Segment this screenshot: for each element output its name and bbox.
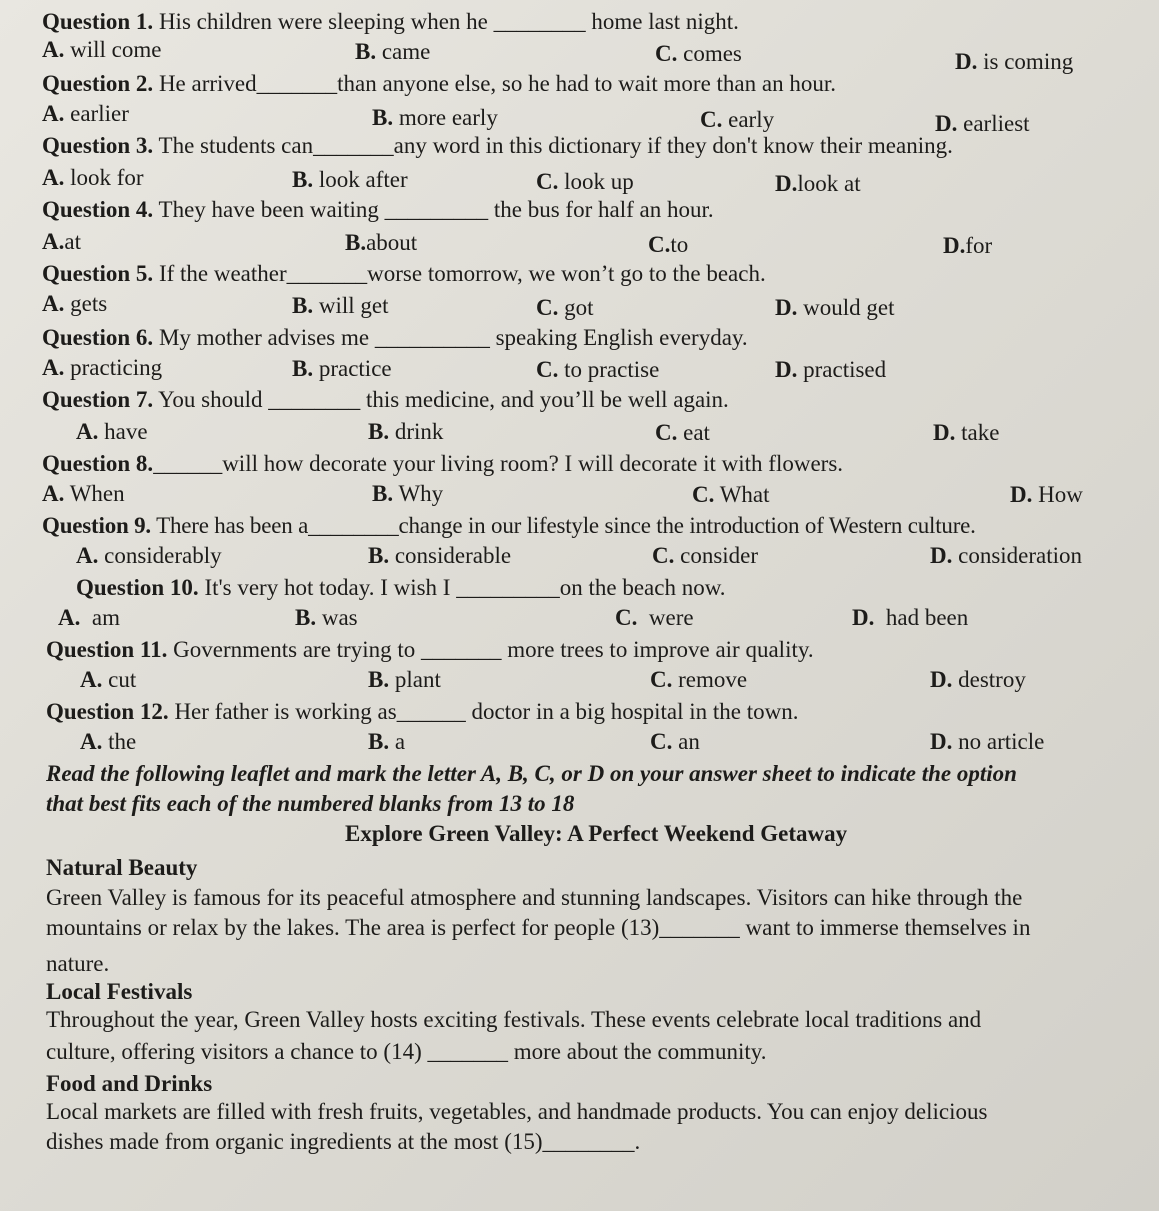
option-letter: B.: [345, 230, 367, 255]
option-letter: C.: [648, 232, 671, 257]
option-letter: C.: [536, 357, 559, 382]
option-letter: D.: [775, 357, 798, 382]
option-text: were: [648, 605, 694, 630]
option-letter: C.: [655, 41, 678, 66]
option-letter: C.: [536, 295, 559, 320]
option-a: [76, 542, 222, 570]
option-d: [775, 356, 886, 384]
option-a: [80, 728, 136, 756]
option-d: [930, 542, 1082, 570]
option-text: comes: [683, 41, 742, 66]
question-text-after: more trees to improve air quality.: [507, 637, 814, 662]
option-letter: A.: [80, 729, 103, 754]
question-text-before: You should: [158, 387, 263, 412]
option-d: [852, 604, 968, 632]
option-d: [933, 419, 999, 447]
question-number: Question 1.: [42, 9, 154, 34]
option-letter: B.: [295, 605, 317, 630]
question-number: Question 6.: [42, 325, 154, 350]
question-12: [46, 698, 799, 726]
question-10: [76, 574, 726, 602]
answer-blank: ________: [268, 387, 361, 412]
option-text: eat: [683, 420, 710, 445]
option-text: cut: [108, 667, 137, 692]
option-text: would get: [803, 295, 895, 320]
question-4: [42, 196, 714, 224]
option-d: [955, 48, 1073, 76]
option-letter: C.: [700, 107, 723, 132]
option-text: plant: [394, 667, 441, 692]
reading-instruction-line-2: that best fits each of the numbered blanks from 13 to 18: [46, 791, 575, 816]
option-letter: A.: [58, 605, 81, 630]
option-letter: B.: [368, 543, 390, 568]
option-b: [292, 292, 388, 320]
option-text: was: [321, 605, 358, 630]
option-d: [930, 728, 1044, 756]
question-text-after: change in our lifestyle since the introduction of Western culture.: [398, 513, 976, 538]
option-text: a: [394, 729, 406, 754]
question-number: Question 2.: [42, 71, 154, 96]
option-d: [943, 232, 992, 260]
option-text: got: [564, 295, 594, 320]
option-b: [368, 728, 405, 756]
option-letter: C.: [615, 605, 638, 630]
option-text: look up: [564, 169, 634, 194]
option-c: [615, 604, 694, 632]
option-text: destroy: [958, 667, 1026, 692]
option-text: remove: [678, 667, 748, 692]
answer-blank: ________: [308, 513, 399, 538]
option-text: When: [69, 481, 125, 506]
question-number: Question 11.: [46, 637, 168, 662]
option-text: no article: [958, 729, 1045, 754]
option-b: [368, 542, 511, 570]
option-b: [372, 104, 498, 132]
option-text: have: [104, 419, 148, 444]
paragraph-line: Green Valley is famous for its peaceful atmosphere and stunning landscapes. Visitors can hike through the: [46, 885, 1023, 910]
option-b: [292, 166, 408, 194]
question-text-before: His children were sleeping when he: [158, 9, 488, 34]
option-a: [42, 354, 162, 382]
question-number: Question 7.: [42, 387, 154, 412]
option-a: [42, 228, 81, 256]
option-letter: D.: [775, 171, 798, 196]
question-number: Question 3.: [42, 133, 154, 158]
question-text-after: home last night.: [591, 9, 739, 34]
option-text: more early: [398, 105, 498, 130]
option-c: [652, 542, 758, 570]
option-text: an: [678, 729, 700, 754]
question-text-after: the bus for half an hour.: [493, 197, 714, 222]
paragraph-line: mountains or relax by the lakes. The area is perfect for people (13)_______ want to immerse themselves in: [46, 915, 1031, 940]
option-d: [1010, 481, 1083, 509]
option-letter: C.: [652, 543, 675, 568]
option-letter: A.: [42, 229, 65, 254]
option-text: How: [1038, 482, 1083, 507]
answer-blank: _______: [421, 637, 502, 662]
option-letter: D.: [930, 729, 953, 754]
option-letter: A.: [80, 667, 103, 692]
option-letter: C.: [692, 482, 715, 507]
option-a: [80, 666, 136, 694]
option-letter: B.: [372, 105, 394, 130]
option-text: will come: [70, 37, 162, 62]
option-letter: D.: [852, 605, 875, 630]
option-d: [775, 170, 861, 198]
option-text: earlier: [70, 101, 129, 126]
option-text: considerably: [104, 543, 222, 568]
section-heading-food-and-drinks: Food and Drinks: [46, 1071, 213, 1096]
question-text-before: He arrived: [158, 71, 257, 96]
question-text-after: doctor in a big hospital in the town.: [471, 699, 799, 724]
option-letter: B.: [292, 167, 314, 192]
option-a: [42, 164, 144, 192]
leaflet-title: Explore Green Valley: A Perfect Weekend Getaway: [345, 821, 848, 846]
question-text-before: The students can: [158, 133, 314, 158]
option-text: earliest: [963, 111, 1030, 136]
question-number: Question 5.: [42, 261, 154, 286]
option-text: drink: [394, 419, 444, 444]
option-d: [930, 666, 1026, 694]
paragraph-line: dishes made from organic ingredients at the most (15)________.: [46, 1129, 641, 1154]
option-letter: A.: [42, 481, 65, 506]
option-letter: D.: [775, 295, 798, 320]
reading-instruction-line-1: Read the following leaflet and mark the letter A, B, C, or D on your answer sheet to indicate the option: [46, 761, 1017, 786]
option-text: came: [381, 39, 431, 64]
option-a: [42, 36, 161, 64]
option-letter: B.: [368, 729, 390, 754]
question-text-after: will how decorate your living room? I will decorate it with flowers.: [222, 451, 844, 476]
paragraph-line: Local markets are filled with fresh fruits, vegetables, and handmade products. You can enjoy delicious: [46, 1099, 988, 1124]
option-letter: A.: [42, 101, 65, 126]
question-5: [42, 260, 766, 288]
option-text: look for: [70, 165, 144, 190]
question-9: [42, 512, 976, 540]
paragraph-line: nature.: [46, 951, 110, 976]
section-heading-local-festivals: Local Festivals: [46, 979, 193, 1004]
option-text: the: [108, 729, 137, 754]
option-text: will get: [318, 293, 389, 318]
option-text: to: [670, 232, 689, 257]
question-text-before: Her father is working as: [174, 699, 397, 724]
answer-blank: ______: [153, 451, 223, 476]
option-letter: A.: [42, 165, 65, 190]
option-text: look at: [797, 171, 861, 196]
paragraph-line: Throughout the year, Green Valley hosts exciting festivals. These events celebrate local traditions and: [46, 1007, 982, 1032]
question-text-before: It's very hot today. I wish I: [204, 575, 451, 600]
option-c: [650, 728, 700, 756]
option-a: [58, 604, 120, 632]
option-letter: C.: [650, 729, 673, 754]
option-c: [655, 419, 710, 447]
option-text: What: [719, 482, 770, 507]
option-d: [775, 294, 894, 322]
answer-blank: __________: [374, 325, 490, 350]
option-a: [76, 418, 148, 446]
answer-blank: _______: [286, 261, 368, 286]
option-letter: A.: [76, 419, 99, 444]
option-c: [700, 106, 774, 134]
option-c: [648, 231, 688, 259]
option-letter: A.: [42, 355, 65, 380]
question-text-before: If the weather: [158, 261, 287, 286]
question-number: Question 10.: [76, 575, 199, 600]
option-letter: D.: [933, 420, 956, 445]
question-1: [42, 8, 739, 36]
option-b: [368, 418, 443, 446]
option-letter: D.: [943, 233, 966, 258]
option-c: [536, 356, 659, 384]
question-text-before: There has been a: [156, 513, 309, 538]
option-letter: C.: [655, 420, 678, 445]
option-b: [295, 604, 358, 632]
option-letter: B.: [292, 356, 314, 381]
option-a: [42, 290, 107, 318]
question-text-after: speaking English everyday.: [495, 325, 748, 350]
question-number: Question 12.: [46, 699, 169, 724]
option-b: [355, 38, 430, 66]
question-text-before: Governments are trying to: [173, 637, 416, 662]
option-text: to practise: [564, 357, 660, 382]
answer-blank: _______: [313, 133, 394, 158]
answer-blank: ______: [396, 699, 466, 724]
question-6: [42, 324, 748, 352]
question-text-before: My mother advises me: [158, 325, 370, 350]
option-a: [42, 480, 125, 508]
question-text-after: this medicine, and you’ll be well again.: [366, 387, 729, 412]
question-text-after: worse tomorrow, we won’t go to the beach.: [367, 261, 766, 286]
option-text: had been: [885, 605, 969, 630]
question-number: Question 4.: [42, 197, 154, 222]
answer-blank: ________: [493, 9, 586, 34]
question-11: [46, 636, 814, 664]
option-c: [650, 666, 747, 694]
answer-blank: _________: [456, 575, 560, 600]
option-text: considerable: [394, 543, 512, 568]
question-text-after: than anyone else, so he had to wait more than an hour.: [337, 71, 836, 96]
option-text: consider: [680, 543, 759, 568]
option-c: [655, 40, 742, 68]
option-text: Why: [398, 481, 444, 506]
option-letter: C.: [536, 169, 559, 194]
option-text: at: [64, 229, 81, 254]
option-letter: D.: [935, 111, 958, 136]
paragraph-line: culture, offering visitors a chance to (14) _______ more about the community.: [46, 1039, 767, 1064]
option-text: consideration: [958, 543, 1083, 568]
option-a: [42, 100, 129, 128]
question-3: [42, 132, 953, 160]
option-letter: A.: [42, 37, 65, 62]
section-heading-natural-beauty: Natural Beauty: [46, 855, 198, 880]
question-text-after: any word in this dictionary if they don't know their meaning.: [393, 133, 953, 158]
option-text: about: [366, 230, 418, 255]
option-text: is coming: [983, 49, 1074, 74]
option-letter: D.: [1010, 482, 1033, 507]
option-b: [345, 229, 417, 257]
option-text: practised: [803, 357, 887, 382]
option-letter: C.: [650, 667, 673, 692]
option-text: practice: [318, 356, 392, 381]
answer-blank: _________: [384, 197, 489, 222]
question-number: Question 8.: [42, 451, 154, 476]
question-text-before: They have been waiting: [158, 197, 379, 222]
option-c: [536, 294, 594, 322]
question-8: [42, 450, 843, 478]
option-letter: D.: [930, 543, 953, 568]
option-c: [692, 481, 770, 509]
question-text-after: on the beach now.: [559, 575, 726, 600]
option-letter: B.: [368, 667, 390, 692]
option-letter: A.: [42, 291, 65, 316]
option-text: look after: [318, 167, 408, 192]
option-b: [372, 480, 443, 508]
option-letter: D.: [955, 49, 978, 74]
option-letter: B.: [292, 293, 314, 318]
option-text: am: [91, 605, 120, 630]
option-letter: A.: [76, 543, 99, 568]
option-text: take: [961, 420, 1000, 445]
answer-blank: _______: [256, 71, 338, 96]
option-letter: D.: [930, 667, 953, 692]
option-letter: B.: [355, 39, 377, 64]
option-text: early: [728, 107, 775, 132]
option-letter: B.: [372, 481, 394, 506]
question-7: [42, 386, 729, 414]
option-c: [536, 168, 634, 196]
option-b: [368, 666, 441, 694]
option-letter: B.: [368, 419, 390, 444]
option-text: for: [965, 233, 993, 258]
option-b: [292, 355, 392, 383]
option-text: gets: [70, 291, 108, 316]
question-number: Question 9.: [42, 513, 151, 538]
question-2: [42, 70, 836, 98]
option-text: practicing: [70, 355, 163, 380]
